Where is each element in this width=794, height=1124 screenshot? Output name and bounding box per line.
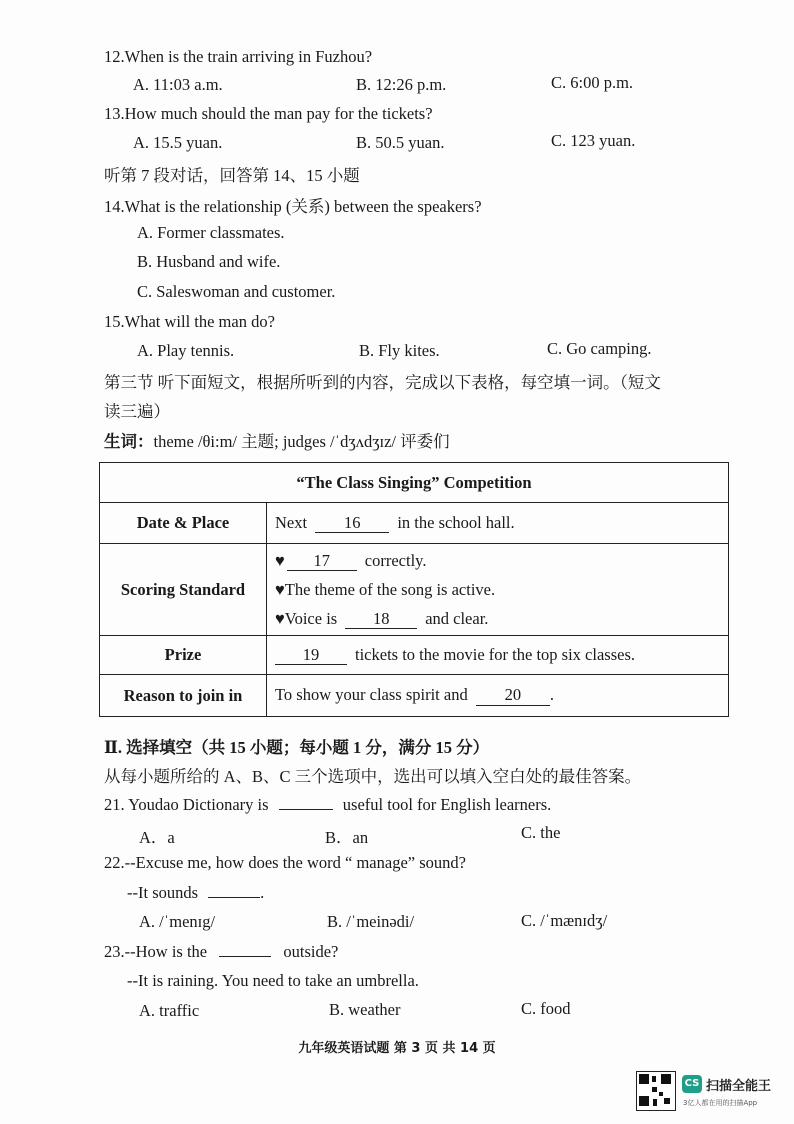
q13-option-b: B. 50.5 yuan.: [356, 133, 445, 152]
camscanner-logo-icon: CS: [682, 1075, 702, 1093]
q12-stem: 12.When is the train arriving in Fuzhou?: [104, 47, 373, 66]
section2-instruction: 从每小题所给的 A、B、C 三个选项中，选出可以填入空白处的最佳答案。: [104, 767, 642, 786]
q14-option-b: B. Husband and wife.: [137, 252, 281, 271]
q23-option-b: B. weather: [329, 1000, 401, 1019]
q14-option-a: A. Former classmates.: [137, 223, 285, 242]
q22-line1: 22.--Excuse me, how does the word “ manage” sound?: [104, 853, 466, 872]
blank-17: 17: [287, 552, 357, 571]
section7-intro: 听第 7 段对话，回答第 14、15 小题: [104, 166, 360, 185]
scoring-line-3: ♥Voice is 18 and clear.: [275, 609, 489, 628]
q23-option-c: C. food: [521, 999, 571, 1018]
scoring-line-2: ♥The theme of the song is active.: [275, 580, 496, 599]
q12-option-c: C. 6:00 p.m.: [551, 73, 634, 92]
part3-intro-line2: 读三遍）: [104, 402, 170, 421]
page-footer: 九年级英语试题 第 3 页 共 14 页: [298, 1041, 496, 1056]
q15-option-b: B. Fly kites.: [359, 341, 440, 360]
blank-18: 18: [345, 610, 417, 629]
q22-line2: --It sounds .: [127, 883, 265, 902]
part3-intro-line1: 第三节 听下面短文，根据所听到的内容，完成以下表格，每空填一词。（短文: [104, 373, 661, 392]
q23-line1: 23.--How is the outside?: [104, 942, 339, 961]
q12-option-b: B. 12:26 p.m.: [356, 75, 447, 94]
blank-19: 19: [275, 646, 347, 665]
row-reason-content: To show your class spirit and 20 .: [267, 675, 729, 717]
q23-blank: [219, 956, 271, 957]
row-prize-content: 19 tickets to the movie for the top six classes.: [267, 636, 729, 675]
row-prize-label: Prize: [100, 636, 267, 675]
q13-option-a: A. 15.5 yuan.: [133, 133, 223, 152]
q21-option-a: A．a: [139, 828, 175, 847]
q14-stem: 14.What is the relationship (关系) between the speakers?: [104, 197, 482, 216]
row-reason-label: Reason to join in: [100, 675, 267, 717]
q13-option-c: C. 123 yuan.: [551, 131, 636, 150]
table-title: “The Class Singing” Competition: [100, 463, 729, 503]
q12-option-a: A. 11:03 a.m.: [133, 75, 223, 94]
q14-option-c: C. Saleswoman and customer.: [137, 282, 336, 301]
vocab-line: [104, 428, 450, 452]
row-scoring-label: Scoring Standard: [100, 544, 267, 636]
qr-code-icon: [636, 1071, 676, 1111]
blank-16: 16: [315, 514, 389, 533]
q15-option-c: C. Go camping.: [547, 339, 652, 358]
q23-line2: --It is raining. You need to take an umbrella.: [127, 971, 419, 990]
scanner-app-name: 扫描全能王: [706, 1079, 772, 1094]
section2-heading: Ⅱ. 选择填空（共 15 小题；每小题 1 分，满分 15 分）: [104, 738, 490, 757]
q15-stem: 15.What will the man do?: [104, 312, 275, 331]
scanner-tagline: 3亿人都在用的扫描App: [683, 1099, 758, 1107]
q13-stem: 13.How much should the man pay for the tickets?: [104, 104, 433, 123]
row-date-place-content: Next 16 in the school hall.: [267, 503, 729, 544]
blank-20: 20: [476, 686, 550, 705]
q22-option-a: A. /ˈmenɪg/: [139, 912, 216, 931]
scoring-line-1: ♥ 17 correctly.: [275, 551, 427, 570]
q23-option-a: A. traffic: [139, 1001, 200, 1020]
q21-option-b: B．an: [325, 828, 369, 847]
q15-option-a: A. Play tennis.: [137, 341, 235, 360]
q22-option-c: C. /ˈmænɪdʒ/: [521, 911, 608, 930]
vocab-text: theme /θi:m/ 主题; judges /ˈdʒʌdʒɪz/ 评委们: [153, 432, 450, 451]
q21-stem: 21. Youdao Dictionary is useful tool for English learners.: [104, 795, 552, 814]
row-date-place-label: Date & Place: [100, 503, 267, 544]
q22-blank: [208, 897, 260, 898]
vocab-label: 生词：: [104, 432, 154, 451]
q21-blank: [279, 809, 333, 810]
q21-option-c: C. the: [521, 823, 561, 842]
row-scoring-content: [267, 544, 729, 636]
q22-option-b: B. /ˈmeinədi/: [327, 912, 415, 931]
competition-table: [99, 462, 729, 717]
